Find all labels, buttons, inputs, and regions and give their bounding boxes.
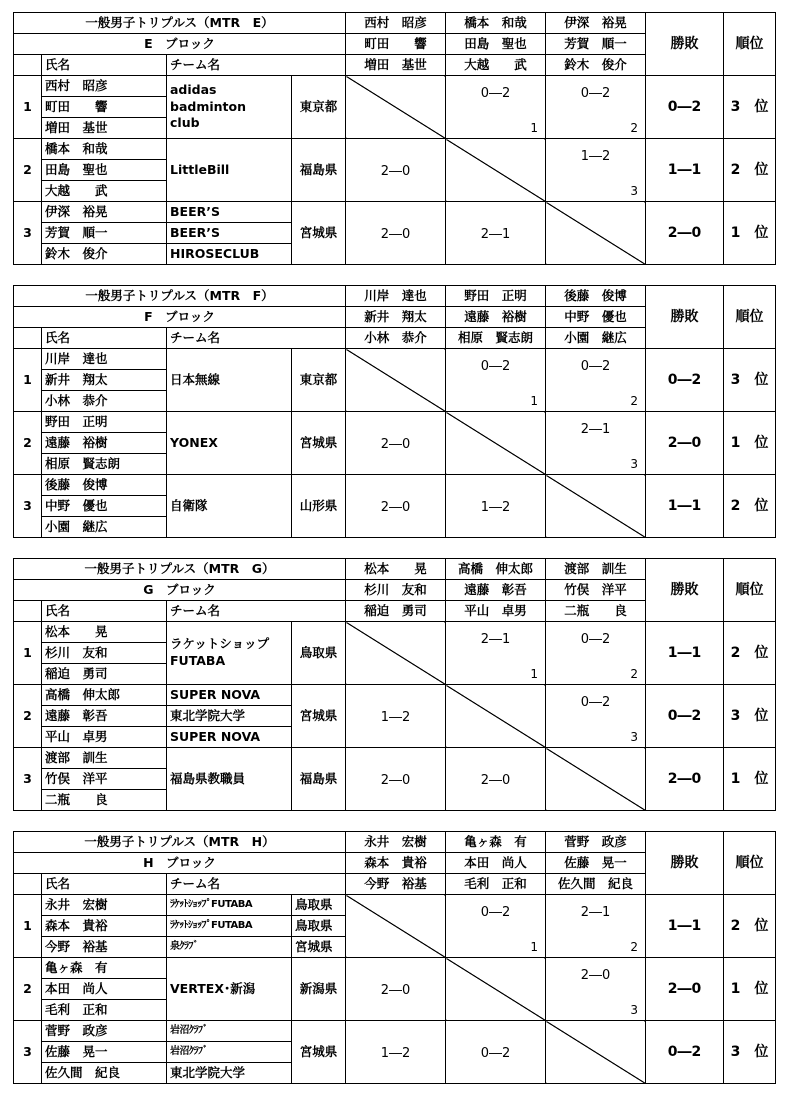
player-name: 遠藤 裕樹 [42,433,167,454]
winloss-value: 1―1 [646,475,724,538]
match-result-cell [546,349,646,412]
player-name: 高橋 伸太郎 [42,685,167,706]
self-match-diagonal [346,76,446,139]
row-number: 3 [14,202,42,265]
opponent-player-name: 二瓶 良 [546,601,646,622]
player-name: 相原 賢志朗 [42,454,167,475]
opponent-player-name: 大越 武 [446,55,546,76]
player-name: 大越 武 [42,181,167,202]
blank-cell [14,328,42,349]
row-number: 2 [14,412,42,475]
rank-value: 3 位 [724,1021,776,1084]
prefecture: 宮城県 [292,685,346,748]
player-name: 川岸 達也 [42,349,167,370]
league-table [13,12,776,265]
self-match-diagonal [446,139,546,202]
player-name: 芳賀 順一 [42,223,167,244]
opponent-player-name: 亀ヶ森 有 [446,832,546,853]
player-name: 田島 聖也 [42,160,167,181]
team-name: ラケットショップ FUTABA [167,622,292,685]
opponent-player-name: 中野 優也 [546,307,646,328]
player-name: 松本 晃 [42,622,167,643]
match-result-cell [546,685,646,748]
block-table-g [13,558,775,811]
opponent-player-name: 杉川 友和 [346,580,446,601]
opponent-player-name: 相原 賢志朗 [446,328,546,349]
opponent-player-name: 今野 裕基 [346,874,446,895]
match-score: 2―0 [580,968,611,984]
row-number: 2 [14,685,42,748]
match-result-cell [446,622,546,685]
winloss-value: 0―2 [646,685,724,748]
rank-value: 2 位 [724,475,776,538]
opponent-player-name: 高橋 伸太郎 [446,559,546,580]
match-score: 0―2 [480,1046,511,1062]
winloss-value: 0―2 [646,1021,724,1084]
opponent-player-name: 毛利 正和 [446,874,546,895]
match-result-cell [446,202,546,265]
match-score: 2―0 [380,164,411,180]
match-result-cell [546,622,646,685]
match-number: 1 [530,940,538,954]
match-score: 2―1 [480,227,511,243]
player-name: 遠藤 彰吾 [42,706,167,727]
opponent-player-name: 渡部 訓生 [546,559,646,580]
rank-value: 1 位 [724,412,776,475]
match-score: 2―0 [380,227,411,243]
row-number: 2 [14,958,42,1021]
player-name: 新井 翔太 [42,370,167,391]
player-name: 佐藤 晃一 [42,1042,167,1063]
match-score: 2―1 [580,422,611,438]
block-name: F ブロック [14,307,346,328]
opponent-player-name: 野田 正明 [446,286,546,307]
match-score: 2―0 [480,773,511,789]
match-score: 1―2 [580,149,611,165]
opponent-player-name: 菅野 政彦 [546,832,646,853]
player-name: 小林 恭介 [42,391,167,412]
match-result-cell [346,202,446,265]
rank-header: 順位 [724,559,776,622]
team-header: チーム名 [167,601,346,622]
team-name: 東北学院大学 [167,1063,292,1084]
rank-header: 順位 [724,832,776,895]
block-title: 一般男子トリプルス（MTR E） [14,13,346,34]
opponent-player-name: 稲迫 勇司 [346,601,446,622]
player-name: 町田 響 [42,97,167,118]
match-result-cell [346,748,446,811]
team-name: 日本無線 [167,349,292,412]
match-result-cell [446,895,546,958]
winloss-value: 2―0 [646,412,724,475]
match-result-cell [346,958,446,1021]
prefecture: 宮城県 [292,202,346,265]
row-number: 1 [14,622,42,685]
prefecture: 山形県 [292,475,346,538]
team-name: 福島県教職員 [167,748,292,811]
match-result-cell [346,139,446,202]
winloss-value: 0―2 [646,349,724,412]
self-match-diagonal [346,349,446,412]
block-table-f [13,285,775,538]
match-score: 1―2 [380,710,411,726]
match-number: 1 [530,121,539,135]
player-name: 菅野 政彦 [42,1021,167,1042]
team-name: ﾗｹｯﾄｼｮｯﾌﾟFUTABA [167,895,292,916]
match-score: 2―0 [380,437,411,453]
winloss-value: 1―1 [646,622,724,685]
team-header: チーム名 [167,328,346,349]
player-name: 今野 裕基 [42,937,167,958]
opponent-player-name: 佐久間 紀良 [546,874,646,895]
player-name: 永井 宏樹 [42,895,167,916]
rank-value: 1 位 [724,202,776,265]
match-number: 2 [630,121,639,135]
team-name: SUPER NOVA [167,685,292,706]
player-name: 野田 正明 [42,412,167,433]
opponent-player-name: 本田 尚人 [446,853,546,874]
opponent-player-name: 橋本 和哉 [446,13,546,34]
match-result-cell [446,475,546,538]
player-name: 平山 卓男 [42,727,167,748]
blank-cell [14,874,42,895]
rank-value: 2 位 [724,622,776,685]
opponent-player-name: 佐藤 晃一 [546,853,646,874]
opponent-player-name: 新井 翔太 [346,307,446,328]
winloss-header: 勝敗 [646,832,724,895]
match-result-cell [546,958,646,1021]
winloss-value: 1―1 [646,139,724,202]
match-result-cell [346,412,446,475]
match-result-cell [446,76,546,139]
row-number: 3 [14,475,42,538]
opponent-player-name: 鈴木 俊介 [546,55,646,76]
player-name: 杉川 友和 [42,643,167,664]
league-table [13,831,776,1084]
prefecture: 東京都 [292,349,346,412]
name-header: 氏名 [42,601,167,622]
player-name: 森本 貴裕 [42,916,167,937]
player-name: 鈴木 俊介 [42,244,167,265]
team-name: 自衛隊 [167,475,292,538]
match-result-cell [446,1021,546,1084]
self-match-diagonal [446,412,546,475]
team-name: 岩沼ｸﾗﾌﾞ [167,1021,292,1042]
team-name: BEER’S [167,202,292,223]
winloss-value: 2―0 [646,748,724,811]
team-name: 泉ｸﾗﾌﾞ [167,937,292,958]
rank-header: 順位 [724,286,776,349]
team-name: SUPER NOVA [167,727,292,748]
block-table-h [13,831,775,1084]
prefecture: 鳥取県 [292,895,346,916]
winloss-header: 勝敗 [646,286,724,349]
match-number: 1 [530,667,539,681]
team-name: VERTEX･新潟 [167,958,292,1021]
row-number: 1 [14,895,42,958]
winloss-value: 2―0 [646,958,724,1021]
player-name: 後藤 俊博 [42,475,167,496]
player-name: 毛利 正和 [42,1000,167,1021]
prefecture: 福島県 [292,139,346,202]
team-name: adidas badminton club [167,76,292,139]
player-name: 亀ヶ森 有 [42,958,167,979]
match-number: 2 [630,940,638,954]
opponent-player-name: 遠藤 彰吾 [446,580,546,601]
match-number: 3 [630,184,639,198]
player-name: 中野 優也 [42,496,167,517]
blank-cell [14,601,42,622]
rank-value: 1 位 [724,748,776,811]
match-score: 1―2 [480,500,511,516]
prefecture: 宮城県 [292,937,346,958]
opponent-player-name: 芳賀 順一 [546,34,646,55]
rank-value: 3 位 [724,76,776,139]
opponent-player-name: 竹俣 洋平 [546,580,646,601]
opponent-player-name: 後藤 俊博 [546,286,646,307]
block-name: E ブロック [14,34,346,55]
opponent-player-name: 増田 基世 [346,55,446,76]
player-name: 本田 尚人 [42,979,167,1000]
row-number: 2 [14,139,42,202]
self-match-diagonal [346,622,446,685]
player-name: 佐久間 紀良 [42,1063,167,1084]
prefecture: 鳥取県 [292,622,346,685]
match-score: 2―1 [580,905,611,921]
self-match-diagonal [546,475,646,538]
prefecture: 宮城県 [292,412,346,475]
league-table [13,285,776,538]
player-name: 西村 昭彦 [42,76,167,97]
opponent-player-name: 田島 聖也 [446,34,546,55]
prefecture: 新潟県 [292,958,346,1021]
blank-cell [14,55,42,76]
rank-value: 2 位 [724,895,776,958]
rank-value: 3 位 [724,685,776,748]
block-name: H ブロック [14,853,346,874]
row-number: 3 [14,1021,42,1084]
block-title: 一般男子トリプルス（MTR H） [14,832,346,853]
match-result-cell [546,139,646,202]
player-name: 竹俣 洋平 [42,769,167,790]
match-number: 3 [630,457,639,471]
league-table [13,558,776,811]
player-name: 橋本 和哉 [42,139,167,160]
match-score: 0―2 [480,905,511,921]
rank-value: 3 位 [724,349,776,412]
block-title: 一般男子トリプルス（MTR F） [14,286,346,307]
match-result-cell [546,895,646,958]
match-result-cell [546,412,646,475]
match-score: 2―1 [480,632,511,648]
match-score: 1―2 [380,1046,411,1062]
match-number: 2 [630,667,639,681]
winloss-value: 1―1 [646,895,724,958]
name-header: 氏名 [42,55,167,76]
player-name: 二瓶 良 [42,790,167,811]
match-result-cell [346,685,446,748]
match-score: 0―2 [580,359,611,375]
team-name: ﾗｹｯﾄｼｮｯﾌﾟFUTABA [167,916,292,937]
player-name: 小園 継広 [42,517,167,538]
opponent-player-name: 遠藤 裕樹 [446,307,546,328]
winloss-value: 2―0 [646,202,724,265]
opponent-player-name: 平山 卓男 [446,601,546,622]
self-match-diagonal [446,958,546,1021]
match-number: 1 [530,394,539,408]
match-score: 2―0 [380,773,411,789]
match-score: 0―2 [580,695,611,711]
block-table-e [13,12,775,265]
opponent-player-name: 小園 継広 [546,328,646,349]
name-header: 氏名 [42,328,167,349]
match-score: 2―0 [380,500,411,516]
row-number: 3 [14,748,42,811]
name-header: 氏名 [42,874,167,895]
block-name: G ブロック [14,580,346,601]
team-name: 東北学院大学 [167,706,292,727]
winloss-header: 勝敗 [646,13,724,76]
match-score: 0―2 [480,359,511,375]
player-name: 稲迫 勇司 [42,664,167,685]
player-name: 伊深 裕晃 [42,202,167,223]
opponent-player-name: 松本 晃 [346,559,446,580]
rank-value: 1 位 [724,958,776,1021]
match-result-cell [346,1021,446,1084]
self-match-diagonal [446,685,546,748]
team-name: HIROSECLUB [167,244,292,265]
match-number: 2 [630,394,639,408]
opponent-player-name: 川岸 達也 [346,286,446,307]
self-match-diagonal [346,895,446,958]
winloss-header: 勝敗 [646,559,724,622]
match-score: 2―0 [380,983,411,999]
team-header: チーム名 [167,55,346,76]
block-title: 一般男子トリプルス（MTR G） [14,559,346,580]
player-name: 増田 基世 [42,118,167,139]
match-result-cell [446,349,546,412]
rank-header: 順位 [724,13,776,76]
match-result-cell [346,475,446,538]
prefecture: 福島県 [292,748,346,811]
winloss-value: 0―2 [646,76,724,139]
team-name: 岩沼ｸﾗﾌﾞ [167,1042,292,1063]
team-header: チーム名 [167,874,346,895]
opponent-player-name: 森本 貴裕 [346,853,446,874]
match-number: 3 [630,1003,638,1017]
prefecture: 鳥取県 [292,916,346,937]
prefecture: 東京都 [292,76,346,139]
row-number: 1 [14,349,42,412]
match-score: 0―2 [580,86,611,102]
team-name: BEER’S [167,223,292,244]
match-result-cell [546,76,646,139]
opponent-player-name: 町田 響 [346,34,446,55]
prefecture: 宮城県 [292,1021,346,1084]
player-name: 渡部 訓生 [42,748,167,769]
opponent-player-name: 小林 恭介 [346,328,446,349]
team-name: YONEX [167,412,292,475]
opponent-player-name: 伊深 裕晃 [546,13,646,34]
self-match-diagonal [546,202,646,265]
match-score: 0―2 [580,632,611,648]
opponent-player-name: 西村 昭彦 [346,13,446,34]
opponent-player-name: 永井 宏樹 [346,832,446,853]
row-number: 1 [14,76,42,139]
team-name: LittleBill [167,139,292,202]
match-number: 3 [630,730,639,744]
rank-value: 2 位 [724,139,776,202]
match-result-cell [446,748,546,811]
match-score: 0―2 [480,86,511,102]
self-match-diagonal [546,1021,646,1084]
self-match-diagonal [546,748,646,811]
